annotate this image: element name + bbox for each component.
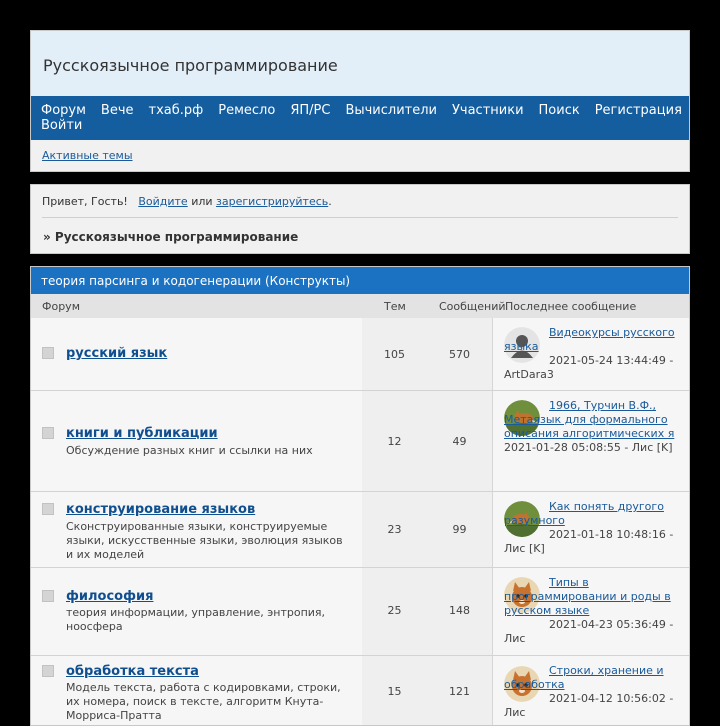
greeting — [42, 195, 332, 208]
last-post-cell — [493, 568, 689, 655]
forum-cell — [31, 318, 363, 390]
last-post-info — [504, 576, 684, 646]
posts-count: 49 — [452, 435, 467, 448]
topics-count: 25 — [387, 604, 402, 617]
forum-row — [31, 656, 689, 726]
topics-count: 105 — [384, 348, 405, 361]
col-forum: Форум — [42, 300, 80, 313]
forum-description: Обсуждение разных книг и ссылки на них — [66, 444, 313, 457]
nav-login[interactable]: Войти — [41, 118, 83, 133]
last-post-title[interactable]: 1966, Турчин В.Ф., Метаязык для формального описания алгоритмических я — [504, 399, 675, 440]
nav-thab[interactable]: тхаб.рф — [148, 103, 204, 118]
posts-count: 121 — [449, 685, 470, 698]
category-title[interactable]: теория парсинга и кодогенерации (Конструкты) — [41, 274, 351, 288]
last-post-title[interactable]: Типы в программировании и роды в русском языке — [504, 576, 671, 617]
last-post-cell — [493, 492, 689, 567]
forum-name[interactable]: русский язык — [66, 346, 168, 361]
topics-count: 23 — [387, 523, 402, 536]
title-bar — [31, 31, 689, 97]
nav-register[interactable]: Регистрация — [594, 103, 682, 118]
forum-name[interactable]: философия — [66, 589, 154, 604]
forum-cell — [31, 656, 363, 726]
last-post-meta: 2021-05-24 13:44:49 - ArtDara3 — [504, 354, 674, 381]
posts-count-cell — [427, 492, 493, 567]
last-post-info — [504, 399, 684, 455]
last-post-title[interactable]: Строки, хранение и обработка — [504, 664, 664, 691]
posts-count: 570 — [449, 348, 470, 361]
last-post-info — [504, 664, 684, 720]
period-text: . — [328, 195, 332, 208]
topics-count: 12 — [387, 435, 402, 448]
forum-row — [31, 492, 689, 568]
last-post-title[interactable]: Как понять другого разумного — [504, 500, 664, 527]
forum-name[interactable]: книги и публикации — [66, 426, 218, 441]
posts-count-cell — [427, 656, 493, 726]
col-topics: Тем — [384, 300, 406, 313]
forum-name[interactable]: обработка текста — [66, 664, 199, 679]
site-title[interactable]: Русскоязычное программирование — [43, 56, 338, 75]
topics-count: 15 — [387, 685, 402, 698]
forum-row — [31, 318, 689, 391]
nav-forum[interactable]: Форум — [41, 103, 86, 118]
login-link[interactable]: Войдите — [138, 195, 188, 208]
posts-count-cell — [427, 568, 493, 655]
nav-yap-rs[interactable]: ЯП/РС — [290, 103, 331, 118]
topics-count-cell — [362, 492, 428, 567]
nav-remeslo[interactable]: Ремесло — [218, 103, 276, 118]
register-link[interactable]: зарегистрируйтесь — [216, 195, 329, 208]
category-header — [31, 267, 689, 295]
nav-veche[interactable]: Вече — [100, 103, 134, 118]
main-nav — [31, 96, 689, 140]
forum-cell — [31, 492, 363, 567]
topics-count-cell — [362, 318, 428, 390]
last-post-cell — [493, 656, 689, 726]
forum-status-icon — [42, 347, 54, 359]
divider — [42, 217, 678, 218]
nav-search[interactable]: Поиск — [538, 103, 580, 118]
guest-panel — [30, 184, 690, 254]
forum-row — [31, 568, 689, 656]
forum-category — [30, 266, 690, 726]
last-post-meta: 2021-01-18 10:48:16 - Лис [K] — [504, 528, 674, 555]
or-text: или — [191, 195, 213, 208]
forum-cell — [31, 568, 363, 655]
active-topics-link[interactable]: Активные темы — [42, 149, 133, 162]
last-post-info — [504, 326, 684, 382]
col-last: Последнее сообщение — [505, 300, 637, 313]
posts-count: 148 — [449, 604, 470, 617]
site-header — [30, 30, 690, 172]
last-post-meta: 2021-01-28 05:08:55 - Лис [K] — [504, 441, 673, 454]
forum-name[interactable]: конструирование языков — [66, 502, 256, 517]
last-post-meta: 2021-04-23 05:36:49 - Лис — [504, 618, 674, 645]
forum-description: Модель текста, работа с кодировками, строки, их номера, поиск в тексте, алгоритм Кнута-Морриса-Пратта — [66, 681, 341, 722]
posts-count-cell — [427, 318, 493, 390]
posts-count-cell — [427, 391, 493, 491]
col-posts: Сообщений — [439, 300, 506, 313]
topics-count-cell — [362, 656, 428, 726]
forum-status-icon — [42, 503, 54, 515]
last-post-cell — [493, 318, 689, 390]
forum-description: теория информации, управление, энтропия, ноосфера — [66, 606, 326, 633]
forum-cell — [31, 391, 363, 491]
forum-status-icon — [42, 665, 54, 677]
nav-members[interactable]: Участники — [451, 103, 524, 118]
last-post-meta: 2021-04-12 10:56:02 - Лис — [504, 692, 674, 719]
forum-status-icon — [42, 590, 54, 602]
posts-count: 99 — [452, 523, 467, 536]
greeting-text: Привет, Гость! — [42, 195, 128, 208]
forum-row — [31, 391, 689, 492]
last-post-cell — [493, 391, 689, 491]
topics-count-cell — [362, 391, 428, 491]
topics-count-cell — [362, 568, 428, 655]
last-post-title[interactable]: Видеокурсы русского языка — [504, 326, 675, 353]
nav-vychisliteli[interactable]: Вычислители — [345, 103, 437, 118]
forum-status-icon — [42, 427, 54, 439]
column-header — [31, 294, 689, 319]
forum-description: Сконструированные языки, конструируемые языки, искусственные языки, эволюция языков и их моделей — [66, 520, 343, 561]
last-post-info — [504, 500, 684, 556]
breadcrumb[interactable]: » Русскоязычное программирование — [43, 230, 299, 244]
